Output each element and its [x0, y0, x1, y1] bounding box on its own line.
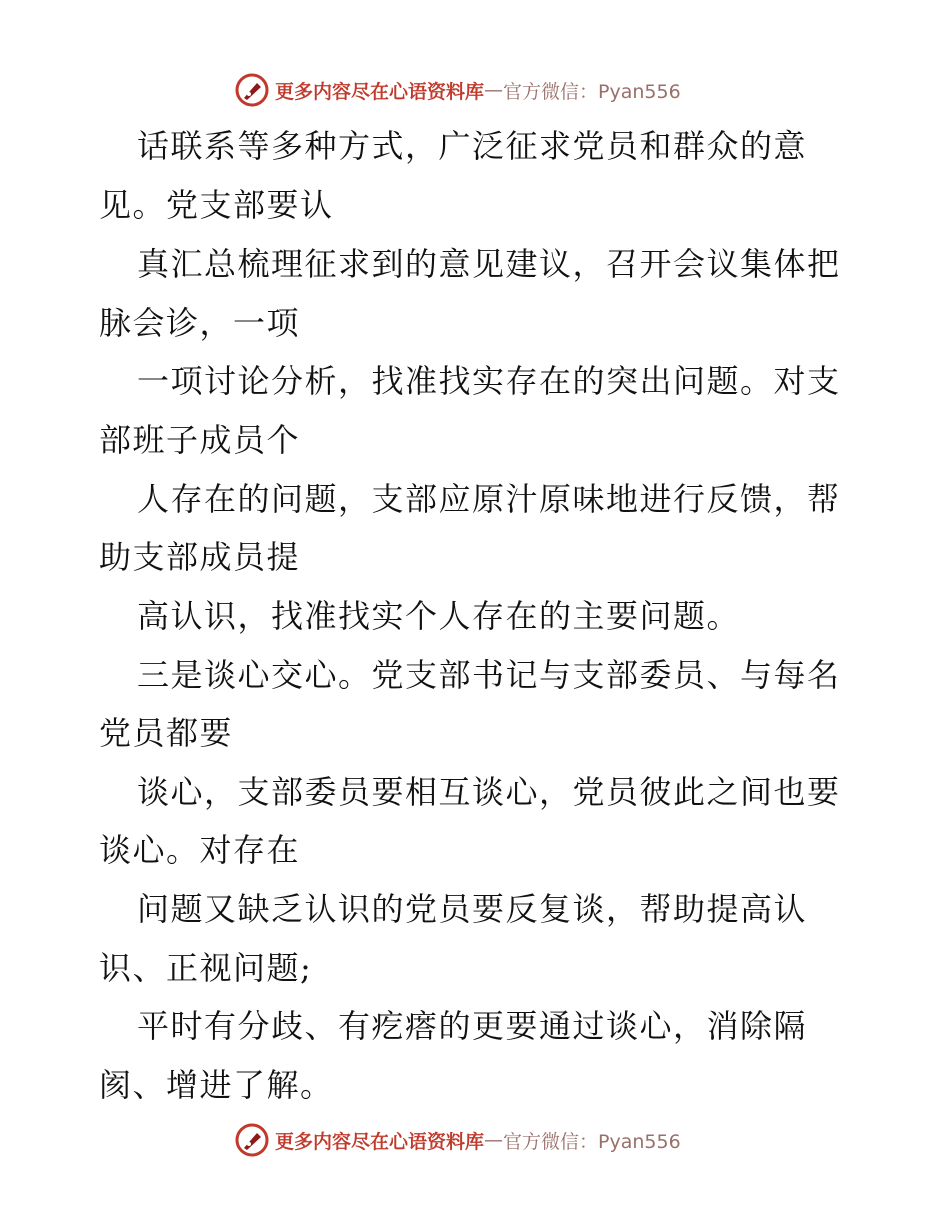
text-line: 阂、增进了解。 [99, 1066, 334, 1104]
brand-text: 更多内容尽在心语资料库 [275, 1130, 485, 1153]
text-line: 部班子成员个 [99, 421, 301, 459]
wechat-text: 官方微信：Pyan556 [503, 80, 681, 103]
text-line: 党员都要 [99, 714, 234, 752]
footer-watermark [235, 1120, 681, 1160]
pen-nib-logo-icon [235, 1123, 269, 1157]
brand-text: 更多内容尽在心语资料库 [275, 80, 485, 103]
banner-dash: — [484, 79, 504, 101]
text-line: 识、正视问题; [99, 949, 313, 987]
text-line: 三是谈心交心。党支部书记与支部委员、与每名 [137, 656, 841, 694]
text-line: 一项讨论分析，找准找实存在的突出问题。对支 [137, 362, 841, 400]
text-line: 谈心。对存在 [99, 831, 301, 869]
text-line: 脉会诊，一项 [99, 304, 301, 342]
text-line: 人存在的问题，支部应原汁原味地进行反馈，帮 [137, 480, 841, 518]
text-line: 问题又缺乏认识的党员要反复谈，帮助提高认 [137, 890, 808, 928]
text-line: 助支部成员提 [99, 538, 301, 576]
text-line: 谈心，支部委员要相互谈心，党员彼此之间也要 [137, 773, 841, 811]
text-line: 平时有分歧、有疙瘩的更要通过谈心，消除隔 [137, 1007, 808, 1045]
banner-dash: — [484, 1129, 504, 1151]
text-line: 见。党支部要认 [99, 186, 334, 224]
wechat-text: 官方微信：Pyan556 [503, 1130, 681, 1153]
text-line: 真汇总梳理征求到的意见建议，召开会议集体把 [137, 245, 841, 283]
text-line: 高认识，找准找实个人存在的主要问题。 [137, 597, 741, 635]
text-line: 话联系等多种方式，广泛征求党员和群众的意 [137, 127, 808, 165]
